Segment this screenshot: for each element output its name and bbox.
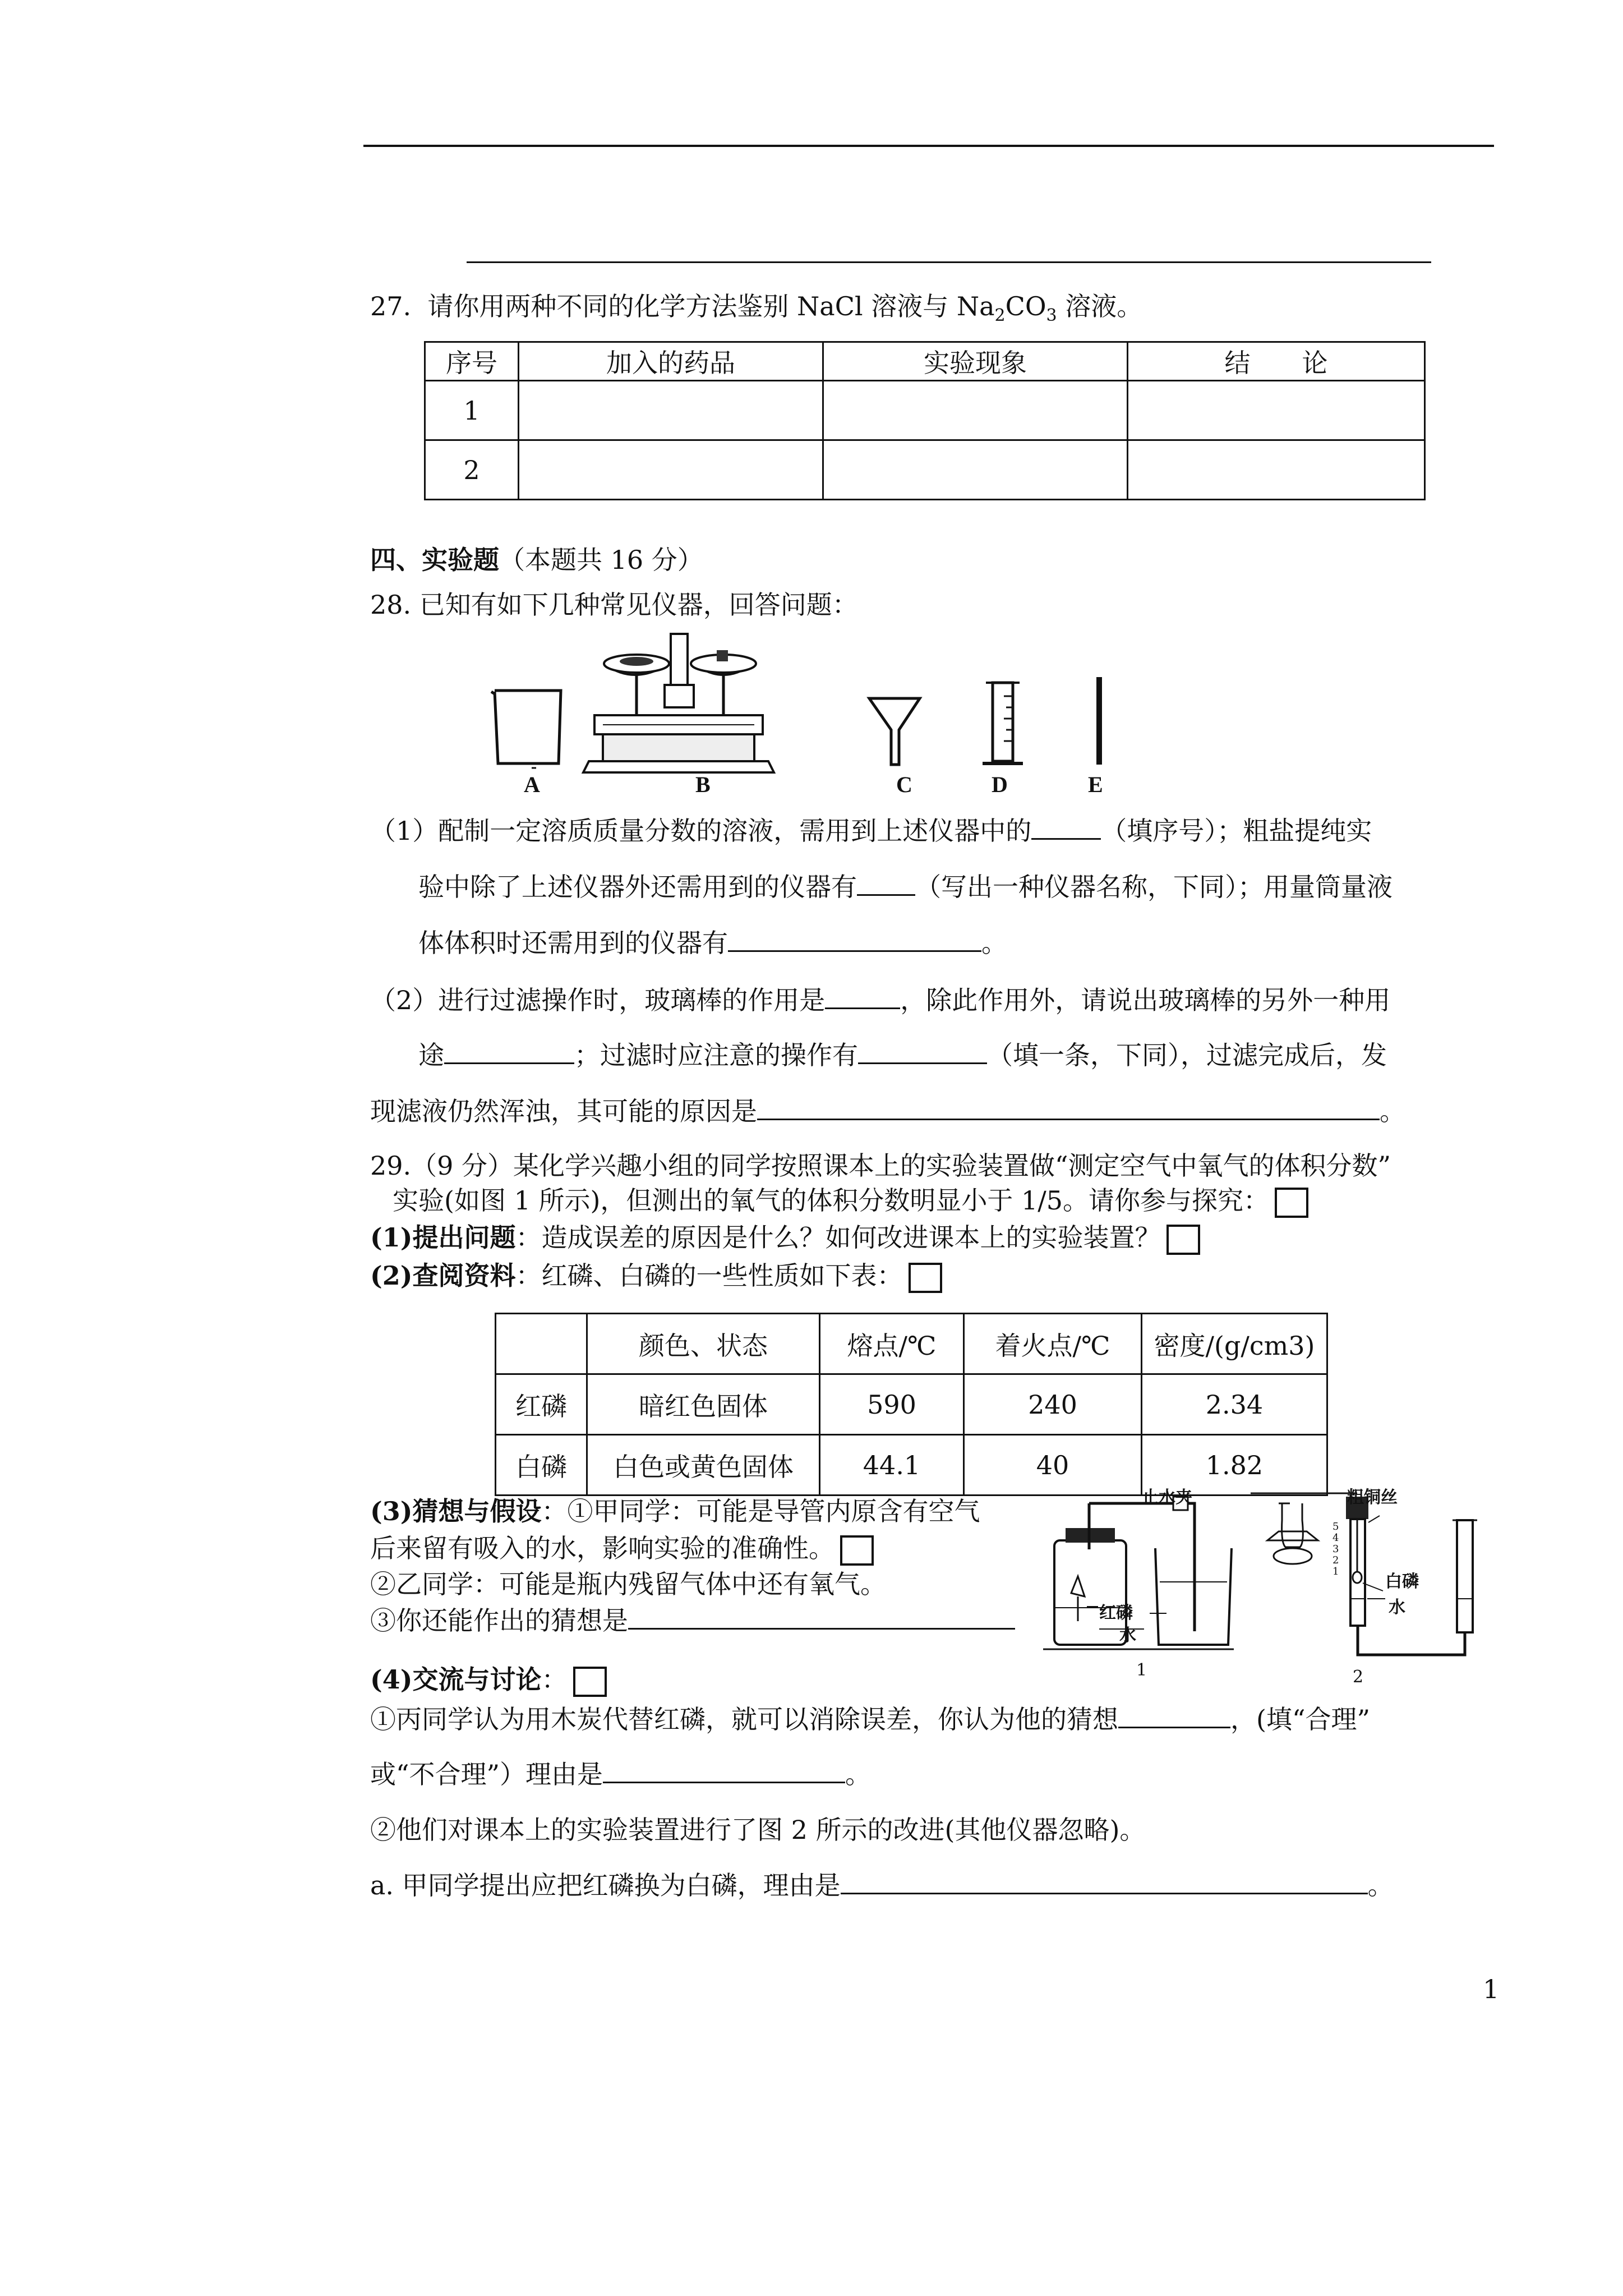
score-box-5[interactable]	[573, 1667, 607, 1697]
q27-header-no: 序号	[425, 342, 519, 381]
q28-blank-2[interactable]	[857, 869, 915, 896]
phos-white-ignition: 40	[964, 1435, 1142, 1496]
beaker-icon	[491, 691, 561, 763]
fig2-wire-label: 粗铜丝	[1347, 1488, 1398, 1507]
q28-stem: 28. 已知有如下几种常见仪器，回答问题：	[370, 590, 858, 620]
q28-blank-4[interactable]	[825, 983, 900, 1009]
q29-stem-line2: 实验(如图 1 所示)，但测出的氧气的体积分数明显小于 1/5。请你参与探究：	[393, 1184, 1308, 1218]
q28-part2-line2: 途 ；过滤时应注意的操作有 （填一条，下同），过滤完成后，发	[418, 1038, 1387, 1072]
q28-blank-1[interactable]	[1031, 813, 1101, 840]
figure2-apparatus	[1251, 1493, 1477, 1655]
instrument-label-b: B	[695, 772, 711, 797]
score-box-3[interactable]	[909, 1263, 942, 1293]
phos-header-mp: 熔点/℃	[820, 1314, 964, 1374]
q28-part1-line1: （1）配制一定溶质质量分数的溶液，需用到上述仪器中的 （填序号）；粗盐提纯实	[370, 813, 1372, 848]
q27-row1-conclusion[interactable]	[1128, 381, 1425, 440]
fig1-phos-label: 红磷	[1099, 1603, 1133, 1623]
q27-row2-no: 2	[425, 440, 519, 500]
q27-table	[424, 341, 1426, 500]
instrument-label-e: E	[1088, 772, 1103, 797]
phos-header-density: 密度/(g/cm3)	[1142, 1314, 1327, 1374]
q28-part2-line3: 现滤液仍然浑浊，其可能的原因是 。	[370, 1094, 1405, 1128]
q28-part1-line3: 体体积时还需用到的仪器有 。	[418, 926, 1007, 960]
answer-line-top	[467, 261, 1431, 263]
fig2-number: 2	[1353, 1667, 1364, 1687]
q29-step3-line4: ③你还能作出的猜想是	[370, 1603, 1015, 1637]
q28-blank-5[interactable]	[444, 1038, 574, 1064]
phos-white-density: 1.82	[1142, 1435, 1327, 1496]
phos-red-density: 2.34	[1142, 1374, 1327, 1435]
q29-reason-blank[interactable]	[603, 1757, 845, 1783]
instrument-label-d: D	[992, 772, 1008, 797]
q29-step2: (2)查阅资料：红磷、白磷的一些性质如下表：	[370, 1259, 942, 1293]
phos-white-mp: 44.1	[820, 1435, 964, 1496]
q28-blank-6[interactable]	[858, 1038, 987, 1064]
phos-white-color: 白色或黄色固体	[587, 1435, 820, 1496]
q29-discuss1-line1: ①丙同学认为用木炭代替红磷，就可以消除误差，你认为他的猜想 ，(填“合理”	[370, 1702, 1370, 1736]
q27-header-conclusion: 结 论	[1128, 342, 1425, 381]
q29-step1: (1)提出问题：造成误差的原因是什么？如何改进课本上的实验装置？	[370, 1221, 1200, 1255]
phos-red-mp: 590	[820, 1374, 964, 1435]
score-box-4[interactable]	[840, 1535, 874, 1566]
phos-white-name: 白磷	[496, 1435, 587, 1496]
measuring-cylinder-icon	[983, 683, 1023, 763]
q29-step3-line2: 后来留有吸入的水，影响实验的准确性。	[370, 1531, 874, 1566]
score-box-1[interactable]	[1275, 1188, 1308, 1218]
apparatus-figure	[1043, 1487, 1503, 1677]
q27-row2-conclusion[interactable]	[1128, 440, 1425, 500]
q28-blank-3[interactable]	[728, 926, 981, 952]
q27-row1-no: 1	[425, 381, 519, 440]
fig1-clip-label: 止水夹	[1142, 1488, 1192, 1507]
q29-guess-blank[interactable]	[628, 1603, 1015, 1630]
q27-row1-phenomenon[interactable]	[823, 381, 1128, 440]
q29-white-phos-blank[interactable]	[841, 1868, 1368, 1894]
q29-reasonable-blank[interactable]	[1118, 1702, 1230, 1728]
q29-discuss1-line2: 或“不合理”）理由是 。	[370, 1757, 871, 1791]
q28-blank-7[interactable]	[757, 1094, 1380, 1120]
score-box-2[interactable]	[1166, 1225, 1200, 1255]
phos-red-name: 红磷	[496, 1374, 587, 1435]
q29-stem-line1: 29.（9 分）某化学兴趣小组的同学按照课本上的实验装置做“测定空气中氧气的体积分数”	[370, 1151, 1391, 1181]
glass-rod-icon	[1096, 677, 1102, 765]
fig1-water-label: 水	[1119, 1626, 1136, 1645]
instrument-label-a: A	[524, 772, 540, 797]
fig2-white-label: 白磷	[1385, 1572, 1419, 1591]
q27-row2-reagent[interactable]	[519, 440, 823, 500]
phos-red-color: 暗红色固体	[587, 1374, 820, 1435]
q29-discuss2: ②他们对课本上的实验装置进行了图 2 所示的改进(其他仪器忽略)。	[370, 1815, 1146, 1845]
fig2-scale: 5 4 3 2 1	[1332, 1521, 1339, 1577]
q28-part1-line2: 验中除了上述仪器外还需用到的仪器有 （写出一种仪器名称，下同）；用量筒量液	[418, 869, 1393, 904]
q27-row2-phenomenon[interactable]	[823, 440, 1128, 500]
figure1-bottle	[1043, 1497, 1234, 1649]
phos-header-color: 颜色、状态	[587, 1314, 820, 1374]
header-rule	[363, 145, 1494, 147]
q27-stem: 27. 请你用两种不同的化学方法鉴别 NaCl 溶液与 $Na_2CO_3$ 溶液。	[370, 291, 1143, 326]
phosphorus-table	[495, 1313, 1328, 1496]
q28-part2-line1: （2）进行过滤操作时，玻璃棒的作用是 ，除此作用外，请说出玻璃棒的另外一种用	[370, 983, 1390, 1017]
page-number: 1	[1483, 1974, 1500, 2004]
phos-red-ignition: 240	[964, 1374, 1142, 1435]
q27-header-phenomenon: 实验现象	[823, 342, 1128, 381]
fig2-water-label: 水	[1389, 1598, 1405, 1617]
instruments-figure	[482, 631, 1155, 822]
section4-heading: 四、实验题（本题共 16 分）	[370, 545, 703, 575]
balance-icon	[583, 634, 774, 772]
q29-step3-line3: ②乙同学：可能是瓶内残留气体中还有氧气。	[370, 1569, 886, 1599]
funnel-icon	[869, 698, 920, 765]
q29-discuss3: a. 甲同学提出应把红磷换为白磷，理由是 。	[370, 1868, 1394, 1902]
q29-step4-heading: (4)交流与讨论：	[370, 1663, 607, 1697]
q27-row1-reagent[interactable]	[519, 381, 823, 440]
q27-header-reagent: 加入的药品	[519, 342, 823, 381]
instrument-label-c: C	[896, 772, 912, 797]
phos-header-blank	[496, 1314, 587, 1374]
phos-header-ignition: 着火点/℃	[964, 1314, 1142, 1374]
q29-step3-line1: (3)猜想与假设：①甲同学：可能是导管内原含有空气	[370, 1496, 980, 1526]
fig1-number: 1	[1136, 1660, 1147, 1680]
